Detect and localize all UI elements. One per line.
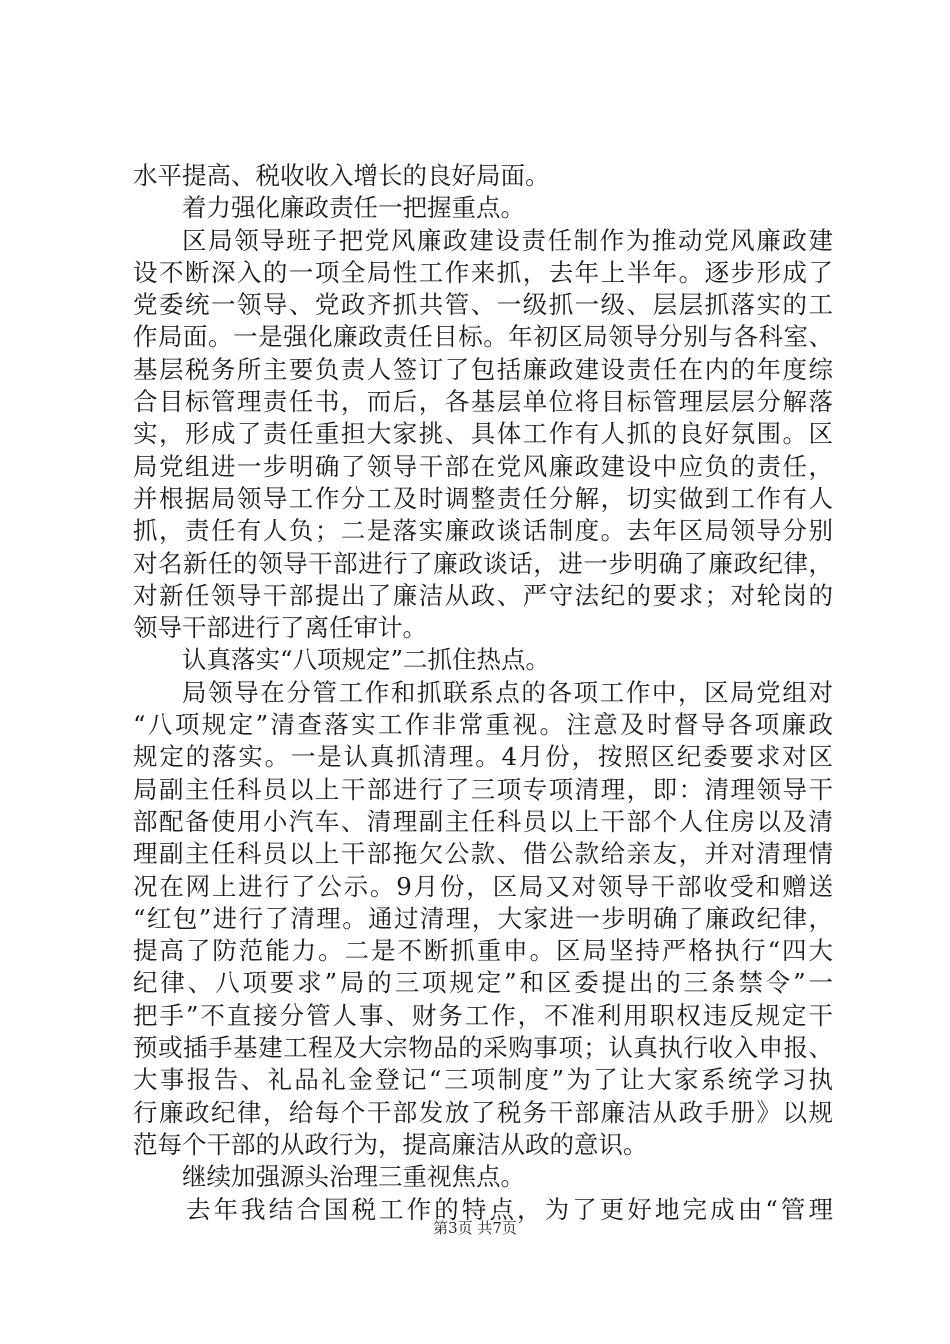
text-line: 领导干部进行了离任审计。 [133,613,427,643]
text-line: 局党组进一步明确了领导干部在党风廉政建设中应负的责任， [133,451,833,481]
text-line: 范每个干部的从政行为，提高廉洁从政的意识。 [133,1129,648,1159]
text-line: 实，形成了责任重担大家挑、具体工作有人抓的良好氛围。区 [133,419,833,449]
text-line: 对名新任的领导干部进行了廉政谈话，进一步明确了廉政纪律， [133,548,833,578]
document-body [133,160,833,1226]
text-line: 行廉政纪律，给每个干部发放了税务干部廉洁从政手册》以规 [133,1097,833,1127]
text-line: 去年我结合国税工作的特点，为了更好地完成由“管理 [186,1194,833,1224]
text-line: 并根据局领导工作分工及时调整责任分解，切实做到工作有人 [133,483,833,513]
section-heading: 认真落实“八项规定”二抓住热点。 [182,645,551,675]
text-line: 大事报告、礼品礼金登记“三项制度”为了让大家系统学习执 [133,1065,833,1095]
text-line: “红包”进行了清理。通过清理，大家进一步明确了廉政纪律， [133,903,833,933]
text-line: 局领导在分管工作和抓联系点的各项工作中，区局党组对 [182,677,833,707]
page-number-footer: 第3页 共7页 [433,1219,517,1237]
text-line: 部配备使用小汽车、清理副主任科员以上干部个人住房以及清 [133,806,833,836]
text-line: 区局领导班子把党风廉政建设责任制作为推动党风廉政建 [182,225,833,255]
section-heading: 着力强化廉政责任一把握重点。 [182,193,525,223]
text-line: 党委统一领导、党政齐抓共管、一级抓一级、层层抓落实的工 [133,290,833,320]
text-line: 纪律、八项要求”局的三项规定”和区委提出的三条禁令”一 [133,968,833,998]
text-line: 预或插手基建工程及大宗物品的采购事项；认真执行收入申报、 [133,1033,833,1063]
text-line: “八项规定”清查落实工作非常重视。注意及时督导各项廉政 [133,710,833,740]
text-line: 提高了防范能力。二是不断抓重申。区局坚持严格执行“四大 [133,936,833,966]
text-line: 抓，责任有人负；二是落实廉政谈话制度。去年区局领导分别 [133,516,833,546]
text-line: 水平提高、税收收入增长的良好局面。 [133,161,550,190]
text-line: 局副主任科员以上干部进行了三项专项清理，即：清理领导干 [133,774,833,804]
text-line: 合目标管理责任书，而后，各基层单位将目标管理层层分解落 [133,387,833,417]
text-line: 作局面。一是强化廉政责任目标。年初区局领导分别与各科室、 [133,322,833,352]
text-line: 设不断深入的一项全局性工作来抓，去年上半年。逐步形成了 [133,257,833,287]
text-line: 基层税务所主要负责人签订了包括廉政建设责任在内的年度综 [133,354,833,384]
text-line: 对新任领导干部提出了廉洁从政、严守法纪的要求；对轮岗的 [133,580,833,610]
text-line: 况在网上进行了公示。9月份，区局又对领导干部收受和赠送 [133,871,833,901]
text-line: 把手”不直接分管人事、财务工作，不准利用职权违反规定干 [133,1000,833,1030]
section-heading: 继续加强源头治理三重视焦点。 [182,1162,525,1192]
text-line: 规定的落实。一是认真抓清理。4月份，按照区纪委要求对区 [133,742,833,772]
text-line: 理副主任科员以上干部拖欠公款、借公款给亲友，并对清理情 [133,839,833,869]
